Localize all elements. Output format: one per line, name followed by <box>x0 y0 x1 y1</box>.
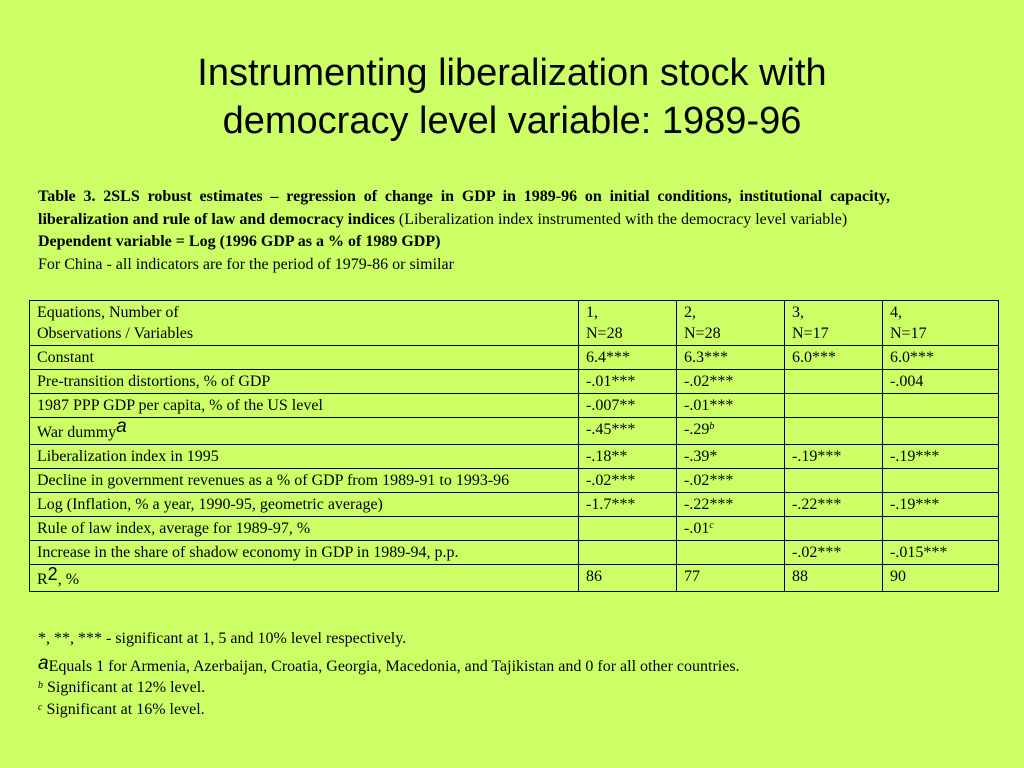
table-cell: -.007** <box>579 394 677 418</box>
table-cell: -.01*** <box>579 370 677 394</box>
table-cell: 6.0*** <box>883 346 999 370</box>
table-row <box>30 445 999 469</box>
results-table <box>29 300 999 592</box>
slide-title <box>60 50 964 145</box>
header-col-1 <box>579 301 677 346</box>
table-cell: -.45*** <box>579 418 677 445</box>
footnote-a-text: Equals 1 for Armenia, Azerbaijan, Croatia, Georgia, Macedonia, and Tajikistan and 0 for all other countries. <box>48 657 740 675</box>
table-cell <box>785 469 883 493</box>
table-cell: -1.7*** <box>579 493 677 517</box>
rule-of-law-eq2-value: -.01 <box>684 520 710 537</box>
title-line-2: democracy level variable: 1989-96 <box>222 99 802 142</box>
row-label-gdp-per-capita: 1987 PPP GDP per capita, % of the US level <box>30 394 579 418</box>
footnote-mark-a: a <box>116 416 127 437</box>
table-caption <box>38 186 890 276</box>
table-row <box>30 418 999 445</box>
table-cell: -.004 <box>883 370 999 394</box>
table-cell: 86 <box>579 565 677 592</box>
significance-note: *, **, *** - significant at 1, 5 and 10% level respectively. <box>38 630 407 647</box>
table-cell: -.01*** <box>677 394 785 418</box>
row-label-gov-revenues: Decline in government revenues as a % of GDP from 1989-91 to 1993-96 <box>30 469 579 493</box>
table-cell: 6.4*** <box>579 346 677 370</box>
table-row <box>30 493 999 517</box>
row-label-liberalization: Liberalization index in 1995 <box>30 445 579 469</box>
row-label-r-squared <box>30 565 579 592</box>
footnote-b-text: Significant at 12% level. <box>43 679 206 696</box>
table-row <box>30 346 999 370</box>
header-col-1-eq: 1, <box>586 304 598 321</box>
footnote-c-mark: c <box>38 701 43 713</box>
table-cell: 90 <box>883 565 999 592</box>
table-cell: -.015*** <box>883 541 999 565</box>
table-cell <box>883 469 999 493</box>
footnote-b <box>38 677 890 699</box>
header-col-3-eq: 3, <box>792 304 804 321</box>
header-variables-cell <box>30 301 579 346</box>
table-cell: 77 <box>677 565 785 592</box>
caption-normal: (Liberalization index instrumented with the democracy level variable) <box>398 210 848 228</box>
footnote-a-mark: a <box>38 652 49 674</box>
footnote-mark-c: c <box>709 520 714 531</box>
footnote-b-mark: b <box>38 680 43 691</box>
table-cell: -.02*** <box>579 469 677 493</box>
china-note: For China - all indicators are for the period of 1979-86 or similar <box>38 255 454 273</box>
header-col-4 <box>883 301 999 346</box>
table-cell <box>785 370 883 394</box>
row-label-war-dummy <box>30 418 579 445</box>
table-cell: -.19*** <box>883 493 999 517</box>
r2-label-sup: 2 <box>47 564 58 584</box>
table-cell: -.22*** <box>677 493 785 517</box>
table-cell <box>883 394 999 418</box>
header-col-3 <box>785 301 883 346</box>
r2-label-rest: , % <box>57 571 80 588</box>
header-var-line1: Equations, Number of <box>37 304 179 321</box>
header-var-line2: Observations / Variables <box>37 325 194 342</box>
header-col-1-n: N=28 <box>586 325 623 342</box>
table-cell: -.39* <box>677 445 785 469</box>
header-col-4-n: N=17 <box>890 325 927 342</box>
table-cell <box>677 541 785 565</box>
table-row <box>30 394 999 418</box>
table-cell <box>579 517 677 541</box>
row-label-shadow-economy: Increase in the share of shadow economy in GDP in 1989-94, p.p. <box>30 541 579 565</box>
table-row <box>30 517 999 541</box>
table-cell: 6.0*** <box>785 346 883 370</box>
table-cell: -.19*** <box>883 445 999 469</box>
war-dummy-eq2-value: -.29 <box>684 421 710 438</box>
table-cell <box>677 418 785 445</box>
table-cell <box>883 418 999 445</box>
table-cell: -.19*** <box>785 445 883 469</box>
table-cell: -.02*** <box>677 370 785 394</box>
table-cell: -.18** <box>579 445 677 469</box>
table-row <box>30 370 999 394</box>
table-notes <box>38 628 890 720</box>
table-cell: -.22*** <box>785 493 883 517</box>
r2-label-r: R <box>37 571 48 588</box>
table-cell <box>785 418 883 445</box>
title-line-1: Instrumenting liberalization stock with <box>197 52 827 94</box>
table-cell: 6.3*** <box>677 346 785 370</box>
header-col-4-eq: 4, <box>890 304 902 321</box>
header-col-2 <box>677 301 785 346</box>
table-cell: 88 <box>785 565 883 592</box>
caption-bold: Table 3. 2SLS robust estimates – regression of change in GDP in 1989-96 on initial conditions, institutional capacity, liberalization and rule of law and democracy indices <box>38 188 890 228</box>
table-cell <box>579 541 677 565</box>
row-label-distortions: Pre-transition distortions, % of GDP <box>30 370 579 394</box>
header-col-2-n: N=28 <box>684 325 721 342</box>
footnote-c-text: Significant at 16% level. <box>42 700 205 718</box>
header-col-2-eq: 2, <box>684 304 696 321</box>
table-cell <box>677 517 785 541</box>
row-label-rule-of-law: Rule of law index, average for 1989-97, % <box>30 517 579 541</box>
dependent-variable: Dependent variable = Log (1996 GDP as a % of 1989 GDP) <box>38 233 441 250</box>
table-header-row <box>30 301 999 346</box>
table-cell: -.02*** <box>677 469 785 493</box>
footnote-mark-b: b <box>709 421 715 432</box>
row-label-inflation: Log (Inflation, % a year, 1990-95, geometric average) <box>30 493 579 517</box>
table-cell <box>785 394 883 418</box>
war-dummy-label: War dummy <box>37 424 117 441</box>
table-row <box>30 469 999 493</box>
footnote-c <box>38 699 890 721</box>
header-col-3-n: N=17 <box>792 325 829 342</box>
table-cell: -.02*** <box>785 541 883 565</box>
caption-main <box>38 186 890 231</box>
row-label-constant: Constant <box>30 346 579 370</box>
table-row <box>30 565 999 592</box>
table-cell <box>883 517 999 541</box>
table-row <box>30 541 999 565</box>
footnote-a <box>38 652 890 678</box>
table-cell <box>785 517 883 541</box>
